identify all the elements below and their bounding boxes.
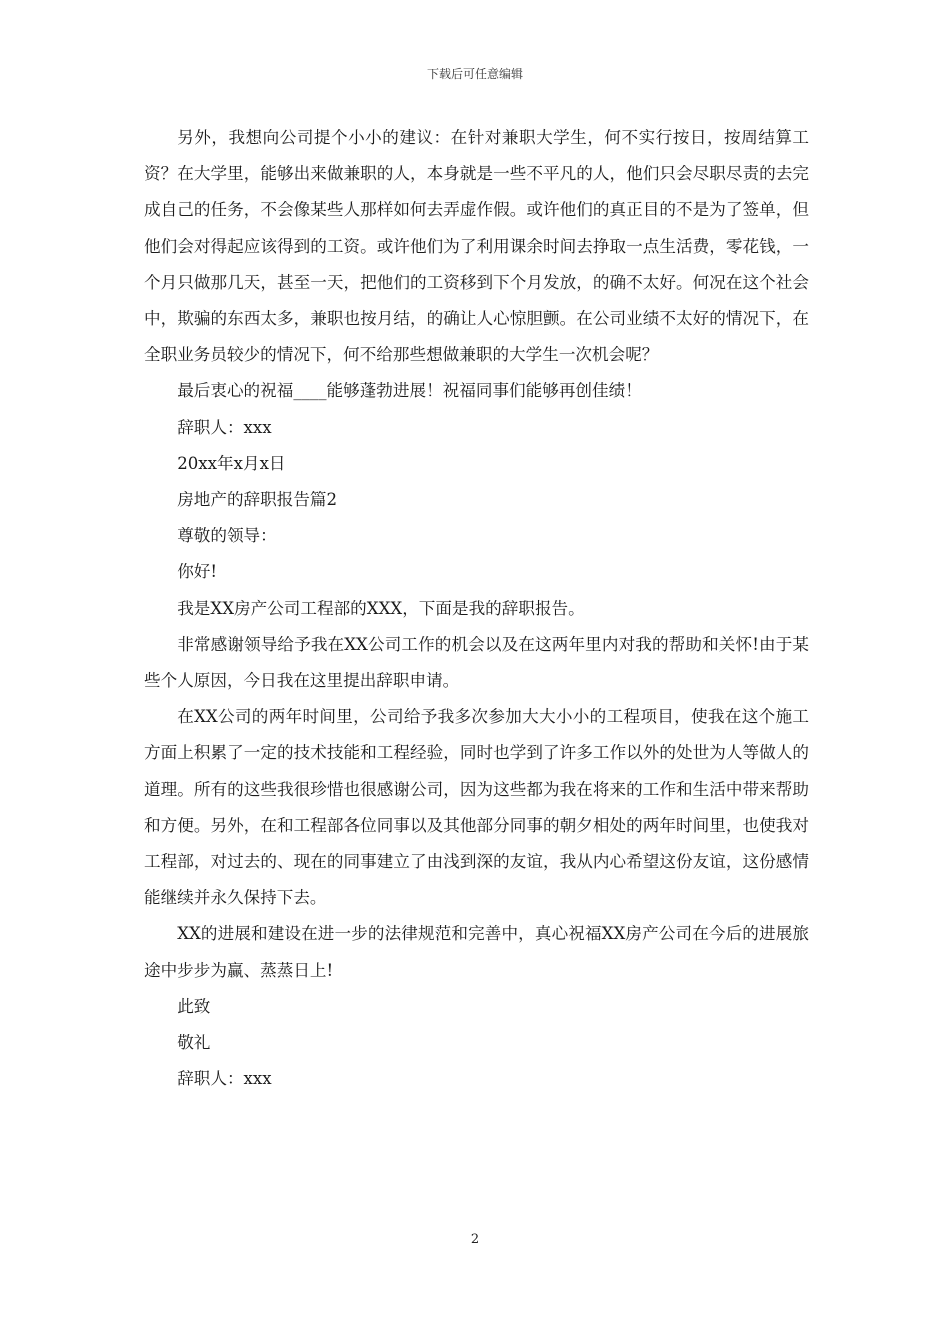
- paragraph-blessing: 最后衷心的祝福____能够蓬勃进展！祝福同事们能够再创佳绩！: [177, 381, 642, 401]
- paragraph-suggestion: 另外，我想向公司提个小小的建议：在针对兼职大学生，何不实行按日，按周结算工资？在大学里，能够出来做兼职的人，本身就是一些不平凡的人，他们只会尽职尽责的去完成自己的任务，不会像某些人那样如何去弄虚作假。或许他们的真正目的不是为了签单，但他们会对得起应该得到的工资。或许他们为了利用课余时间去挣取一点生活费，零花钱，一个月只做那几天，甚至一天，把他们的工资移到下个月发放，的确不太好。何况在这个社会中，欺骗的东西太多，兼职也按月结，的确让人心惊胆颤。在公司业绩不太好的情况下，在全职业务员较少的情况下，何不给那些想做兼职的大学生一次机会呢？: [144, 128, 809, 365]
- salutation: 尊敬的领导：: [177, 526, 277, 546]
- document-body: [144, 120, 809, 1097]
- greeting: 你好!: [177, 562, 218, 582]
- closing-2: 敬礼: [177, 1033, 211, 1053]
- paragraph-experience: 在XX公司的两年时间里，公司给予我多次参加大大小小的工程项目，使我在这个施工方面上积累了一定的技术技能和工程经验，同时也学到了许多工作以外的处世为人等做人的道理。所有的这些我很珍惜也很感谢公司，因为这些都为我在将来的工作和生活中带来帮助和方便。另外，在和工程部各位同事以及其他部分同事的朝夕相处的两年时间里，也使我对工程部，对过去的、现在的同事建立了由浅到深的友谊，我从内心希望这份友谊，这份感情能继续并永久保持下去。: [144, 707, 809, 908]
- page-number: 2: [470, 1232, 480, 1247]
- signature-line: 辞职人：xxx: [177, 417, 272, 437]
- page-header: 下载后可任意编辑: [426, 67, 523, 81]
- date-line: 20xx年x月x日: [177, 453, 286, 473]
- closing-1: 此致: [177, 996, 211, 1016]
- paragraph-intro: 我是XX房产公司工程部的XXX，下面是我的辞职报告。: [177, 598, 585, 618]
- signature-line-2: 辞职人：xxx: [177, 1069, 272, 1089]
- paragraph-wishes: XX的进展和建设在进一步的法律规范和完善中，真心祝福XX房产公司在今后的进展旅途中步步为赢、蒸蒸日上!: [144, 924, 809, 980]
- section-title: 房地产的辞职报告篇2: [177, 490, 338, 510]
- paragraph-thanks: 非常感谢领导给予我在XX公司工作的机会以及在这两年里内对我的帮助和关怀!由于某些个人原因，今日我在这里提出辞职申请。: [144, 634, 809, 691]
